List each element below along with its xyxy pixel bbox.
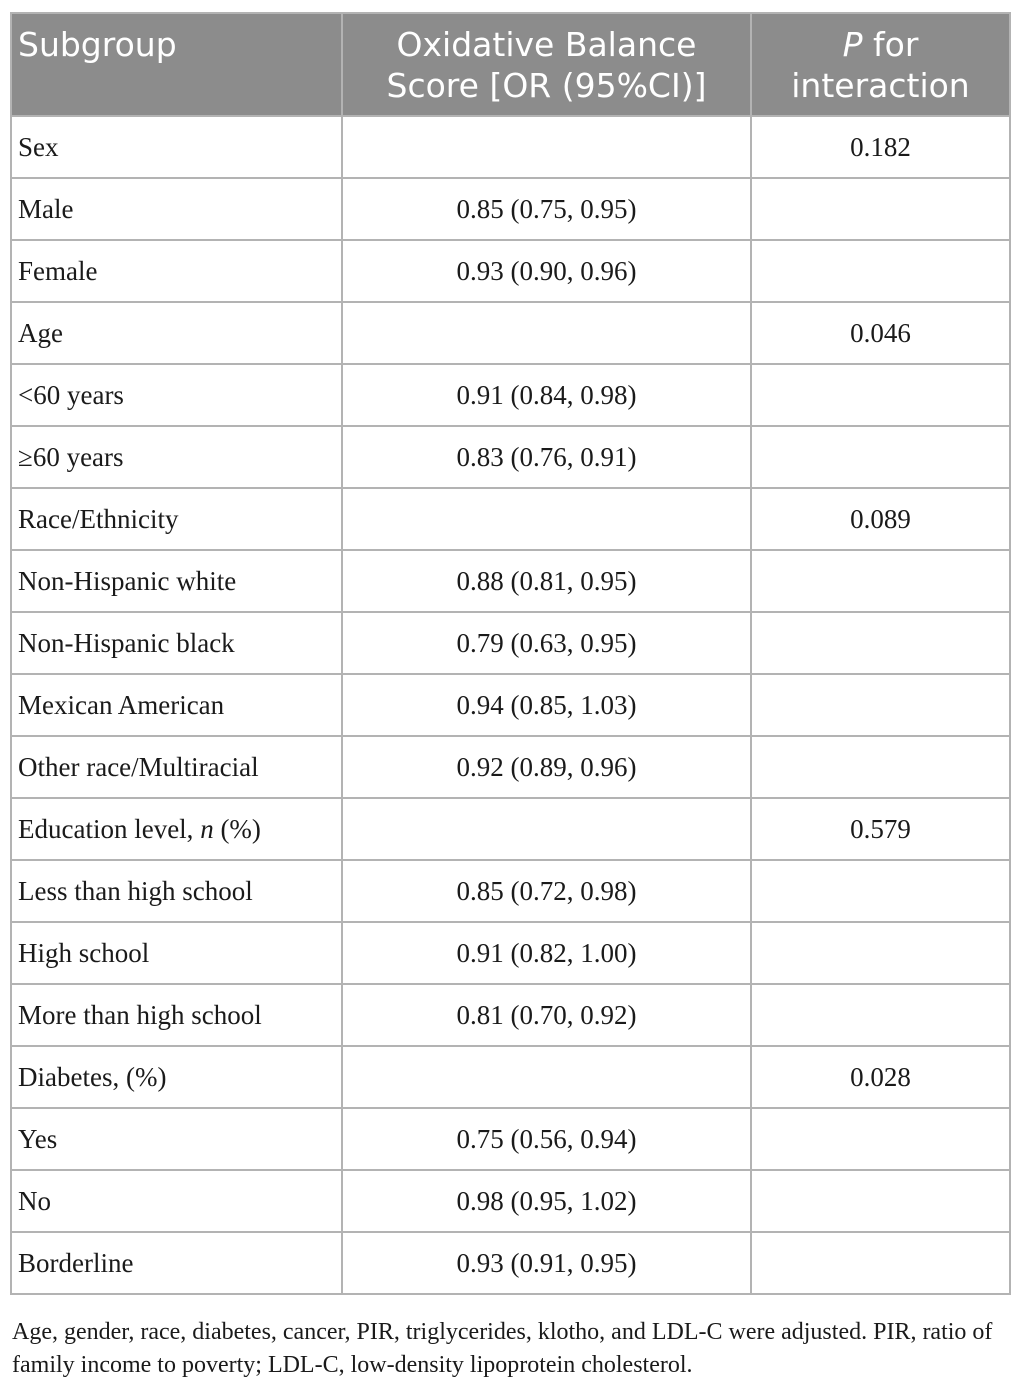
p-interaction-cell: 0.046 <box>751 302 1010 364</box>
subgroup-cell: Age <box>11 302 342 364</box>
or-cell: 0.91 (0.82, 1.00) <box>342 922 751 984</box>
p-interaction-cell <box>751 550 1010 612</box>
table-row <box>11 1108 1010 1170</box>
subgroup-cell: <60 years <box>11 364 342 426</box>
or-cell: 0.91 (0.84, 0.98) <box>342 364 751 426</box>
or-cell <box>342 302 751 364</box>
subgroup-cell: ≥60 years <box>11 426 342 488</box>
or-cell: 0.93 (0.91, 0.95) <box>342 1232 751 1294</box>
or-cell: 0.98 (0.95, 1.02) <box>342 1170 751 1232</box>
or-cell: 0.94 (0.85, 1.03) <box>342 674 751 736</box>
subgroup-text-italic: n <box>200 813 214 844</box>
subgroup-cell: Non-Hispanic white <box>11 550 342 612</box>
subgroup-table-container <box>10 12 1009 1295</box>
or-cell: 0.81 (0.70, 0.92) <box>342 984 751 1046</box>
table-footnote: Age, gender, race, diabetes, cancer, PIR, triglycerides, klotho, and LDL-C were adjusted. PIR, ratio of family income to poverty; LDL-C, low-density lipoprotein cholesterol. <box>12 1319 993 1378</box>
or-cell: 0.85 (0.75, 0.95) <box>342 178 751 240</box>
or-cell: 0.88 (0.81, 0.95) <box>342 550 751 612</box>
p-interaction-cell <box>751 860 1010 922</box>
subgroup-cell <box>11 798 342 860</box>
p-interaction-cell <box>751 426 1010 488</box>
subgroup-cell: Race/Ethnicity <box>11 488 342 550</box>
subgroup-text-post: (%) <box>213 813 261 844</box>
p-interaction-cell <box>751 1170 1010 1232</box>
table-row <box>11 550 1010 612</box>
table-row <box>11 1232 1010 1294</box>
header-obs-line2: Score [OR (95%CI)] <box>386 65 707 105</box>
subgroup-cell: Yes <box>11 1108 342 1170</box>
subgroup-cell: Non-Hispanic black <box>11 612 342 674</box>
subgroup-text-pre: Education level, <box>18 813 201 844</box>
or-cell: 0.83 (0.76, 0.91) <box>342 426 751 488</box>
table-row <box>11 488 1010 550</box>
subgroup-cell: More than high school <box>11 984 342 1046</box>
table-row <box>11 860 1010 922</box>
table-row <box>11 798 1010 860</box>
p-interaction-cell <box>751 674 1010 736</box>
header-p-line2: interaction <box>791 65 970 105</box>
or-cell: 0.85 (0.72, 0.98) <box>342 860 751 922</box>
table-row <box>11 922 1010 984</box>
table-row <box>11 426 1010 488</box>
p-interaction-cell <box>751 984 1010 1046</box>
table-row <box>11 1046 1010 1108</box>
subgroup-cell: High school <box>11 922 342 984</box>
or-cell: 0.92 (0.89, 0.96) <box>342 736 751 798</box>
p-interaction-cell: 0.579 <box>751 798 1010 860</box>
or-cell: 0.75 (0.56, 0.94) <box>342 1108 751 1170</box>
table-row <box>11 1170 1010 1232</box>
table-row <box>11 302 1010 364</box>
table-row <box>11 984 1010 1046</box>
header-obs-line1: Oxidative Balance <box>396 24 697 64</box>
or-cell: 0.93 (0.90, 0.96) <box>342 240 751 302</box>
table-row <box>11 116 1010 178</box>
p-interaction-cell <box>751 736 1010 798</box>
subgroup-cell: Mexican American <box>11 674 342 736</box>
p-interaction-cell <box>751 240 1010 302</box>
subgroup-cell: Female <box>11 240 342 302</box>
or-cell <box>342 1046 751 1108</box>
subgroup-analysis-table <box>10 12 1011 1295</box>
p-interaction-cell <box>751 1108 1010 1170</box>
table-row <box>11 674 1010 736</box>
p-interaction-cell: 0.028 <box>751 1046 1010 1108</box>
p-interaction-cell <box>751 364 1010 426</box>
table-header-row <box>11 13 1010 116</box>
header-p-italic: P <box>842 24 863 64</box>
subgroup-cell: Male <box>11 178 342 240</box>
subgroup-cell: Diabetes, (%) <box>11 1046 342 1108</box>
subgroup-cell: Sex <box>11 116 342 178</box>
header-oxidative-balance-score <box>342 13 751 116</box>
table-row <box>11 364 1010 426</box>
header-subgroup <box>11 13 342 116</box>
table-row <box>11 240 1010 302</box>
or-cell <box>342 798 751 860</box>
or-cell: 0.79 (0.63, 0.95) <box>342 612 751 674</box>
p-interaction-cell <box>751 178 1010 240</box>
header-p-rest: for <box>862 24 919 64</box>
table-row <box>11 736 1010 798</box>
p-interaction-cell: 0.182 <box>751 116 1010 178</box>
or-cell <box>342 116 751 178</box>
header-subgroup-text: Subgroup <box>18 25 177 64</box>
p-interaction-cell <box>751 612 1010 674</box>
table-row <box>11 178 1010 240</box>
subgroup-cell: Less than high school <box>11 860 342 922</box>
or-cell <box>342 488 751 550</box>
p-interaction-cell <box>751 1232 1010 1294</box>
table-row <box>11 612 1010 674</box>
p-interaction-cell <box>751 922 1010 984</box>
subgroup-cell: Borderline <box>11 1232 342 1294</box>
header-p-for-interaction <box>751 13 1010 116</box>
subgroup-cell: Other race/Multiracial <box>11 736 342 798</box>
subgroup-cell: No <box>11 1170 342 1232</box>
p-interaction-cell: 0.089 <box>751 488 1010 550</box>
